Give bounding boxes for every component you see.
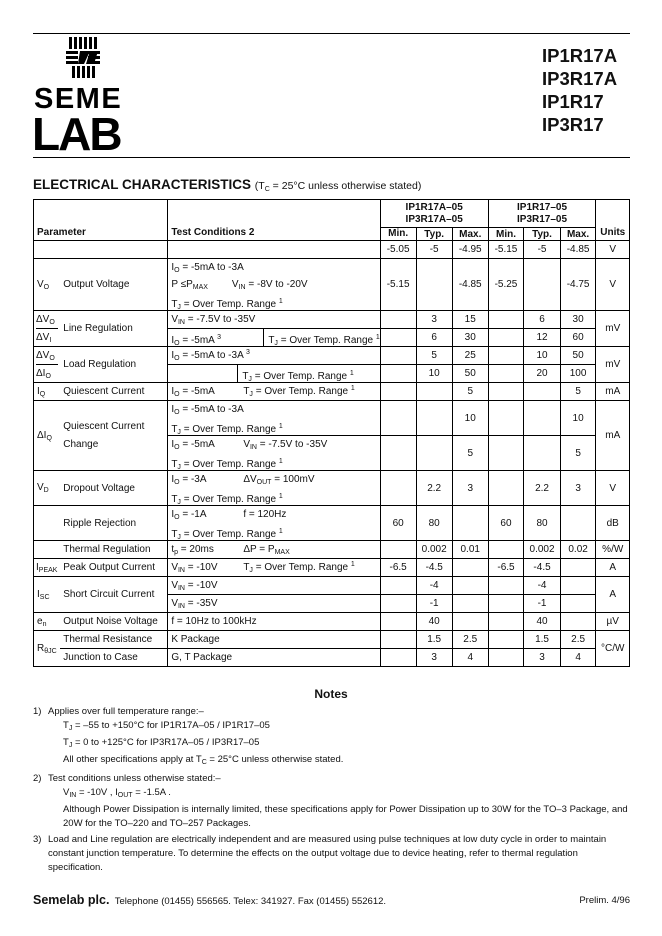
cell [488, 631, 524, 649]
cell: 50 [452, 365, 488, 383]
cell-unit: mV [596, 311, 630, 347]
cell [488, 311, 524, 329]
cell [380, 471, 416, 506]
cell [524, 259, 560, 311]
cell: 60 [560, 329, 596, 347]
header-group-b: IP1R17–05 IP3R17–05 [488, 200, 596, 228]
table-header-row [34, 200, 630, 228]
param-dropout-voltage: Dropout Voltage [60, 471, 168, 506]
part-number: IP3R17 [542, 114, 604, 135]
cell: 80 [416, 506, 452, 541]
section-title [33, 177, 421, 193]
cell [380, 311, 416, 329]
cell [488, 401, 524, 436]
part-number: IP1R17 [542, 91, 604, 112]
conditions-rth-a: K Package [168, 631, 380, 649]
symbol-vo: $V_O$ [34, 259, 61, 311]
table-row-short-circuit-current [34, 577, 630, 595]
cell [524, 436, 560, 471]
note-1: 1) Applies over full temperature range:– $T_J = -55$ to +150°C for IP1R17A–05 / IP1R17–05 $T_J = 0$ to +125°C for IP3R17A–05 / IP3R17–05 All other specifications apply at $T_C = 25^\circ C$ unless otherwise stated. [33, 706, 344, 766]
symbol-rth: $R_{\theta JC}$ [34, 631, 61, 667]
conditions-thermal-regulation: $t_p = 20ms$ $\Delta P = P_{MAX}$ [168, 541, 380, 559]
cell [380, 365, 416, 383]
cell [560, 595, 596, 613]
cell: 5 [452, 383, 488, 401]
header-min: Min. [380, 228, 416, 241]
conditions-diq-b: $I_O = -5mA$ $V_{IN} = -7.5V$ to -35V $T_J$ = Over Temp. Range $^1$ [168, 436, 380, 471]
cell: 12 [524, 329, 560, 347]
cell [380, 329, 416, 347]
cell: 100 [560, 365, 596, 383]
cell: -4.85 [452, 259, 488, 311]
top-rule [33, 33, 630, 34]
logo-seme-text: SEME [34, 83, 123, 115]
cell [380, 401, 416, 436]
cell [380, 541, 416, 559]
symbol-iq: $I_Q$ [34, 383, 61, 401]
conditions-line-b: $I_O = -5mA$ $^3$ $T_J$ = Over Temp. Range $^1$ [168, 329, 380, 347]
cell-unit: V [596, 241, 630, 259]
conditions-ipeak: $V_{IN} = -10V$ $T_J$ = Over Temp. Range $^1$ [168, 559, 380, 577]
cell-unit: %/W [596, 541, 630, 559]
table-row-dropout-voltage [34, 471, 630, 506]
header-test-conditions: Test Conditions 2 [168, 200, 380, 241]
cell: -5.25 [488, 259, 524, 311]
param-line-regulation: Line Regulation [60, 311, 168, 347]
cell: 15 [452, 311, 488, 329]
symbol-en: $e_n$ [34, 613, 61, 631]
cell: -4 [416, 577, 452, 595]
cell [488, 365, 524, 383]
note-2: 2) Test conditions unless otherwise stated:– $V_{IN} = -10V$ , $I_{OUT} = -1.5A$ . Although Power Dissipation is internally limited, these specifications apply for Power Dissipation up to 30W for the TO–3 Package, and 20W for the TO–220 and TO–257 Packages. [33, 773, 628, 829]
cell: 1.5 [416, 631, 452, 649]
cell [488, 649, 524, 667]
footer-company: Semelab plc. [33, 893, 110, 907]
table-row-quiescent-change [34, 401, 630, 436]
notes-list [33, 705, 633, 877]
cell-unit: V [596, 259, 630, 311]
table-row-quiescent-current [34, 383, 630, 401]
symbol-line-regulation: $\Delta V_O$ $\Delta V_I$ [34, 311, 61, 347]
symbol-delta-iq: $\Delta I_Q$ [34, 401, 61, 471]
cell [452, 613, 488, 631]
cell: -5.05 [380, 241, 416, 259]
cell: -1 [416, 595, 452, 613]
conditions-isc-a: $V_{IN} = -10V$ [168, 577, 380, 595]
cell: 20 [524, 365, 560, 383]
cell: 5 [560, 436, 596, 471]
cell [452, 595, 488, 613]
cell: -4.85 [560, 241, 596, 259]
cell-unit: A [596, 577, 630, 613]
logo-lab-text: LAB [32, 108, 121, 152]
cell: -4.5 [416, 559, 452, 577]
section-condition: ($T_C = 25^\circ C$ unless otherwise stated) [254, 180, 422, 193]
cell-unit: dB [596, 506, 630, 541]
cell [488, 471, 524, 506]
cell: 60 [380, 506, 416, 541]
cell [416, 401, 452, 436]
conditions-output-voltage: $I_O = -5mA$ to -3A $P \le P_{MAX}$ $V_{IN} = -8V$ to -20V $T_J$ = Over Temp. Range $^1$ [168, 259, 380, 311]
cell: 2.5 [560, 631, 596, 649]
table-row-output-noise [34, 613, 630, 631]
param-ripple-rejection: Ripple Rejection [60, 506, 168, 541]
cell: 30 [452, 329, 488, 347]
cell: 3 [416, 649, 452, 667]
cell-unit: °C/W [596, 631, 630, 667]
cell [380, 613, 416, 631]
cell: 4 [452, 649, 488, 667]
cell-unit: mV [596, 347, 630, 383]
param-peak-output-current: Peak Output Current [60, 559, 168, 577]
cell-unit: V [596, 471, 630, 506]
cell: -6.5 [380, 559, 416, 577]
header-rule [33, 157, 630, 158]
cell [560, 506, 596, 541]
table-row-peak-output-current [34, 559, 630, 577]
cell [560, 613, 596, 631]
param-junction-to-case: Junction to Case [60, 649, 168, 667]
electrical-characteristics-table [33, 199, 630, 667]
footer [33, 893, 386, 907]
section-title-text: ELECTRICAL CHARACTERISTICS [33, 177, 252, 192]
cell: -6.5 [488, 559, 524, 577]
header-min: Min. [488, 228, 524, 241]
cell [560, 559, 596, 577]
cell: 30 [560, 311, 596, 329]
conditions-ripple: $I_O = -1A$ f = 120Hz $T_J$ = Over Temp. Range $^1$ [168, 506, 380, 541]
conditions-load-b: $T_J$ = Over Temp. Range $^1$ [168, 365, 380, 383]
cell [488, 383, 524, 401]
param-short-circuit-current: Short Circuit Current [60, 577, 168, 613]
cell: -4 [524, 577, 560, 595]
cell: 10 [524, 347, 560, 365]
conditions-en: f = 10Hz to 100kHz [168, 613, 380, 631]
table-row-thermal-regulation [34, 541, 630, 559]
cell: 5 [452, 436, 488, 471]
cell: 3 [452, 471, 488, 506]
cell: 10 [416, 365, 452, 383]
symbol-load-regulation: $\Delta V_O$ $\Delta I_O$ [34, 347, 61, 383]
header-max: Max. [560, 228, 596, 241]
table-row-output-voltage [34, 259, 630, 311]
logo-mark-icon [66, 37, 100, 78]
cell: 40 [524, 613, 560, 631]
cell-unit: A [596, 559, 630, 577]
cell [452, 577, 488, 595]
header-units: Units [596, 200, 630, 241]
cell [380, 649, 416, 667]
cell [452, 559, 488, 577]
cell-unit: mA [596, 401, 630, 471]
footer-prelim: Prelim. 4/96 [579, 895, 630, 906]
cell: 5 [560, 383, 596, 401]
conditions-diq-a: $I_O = -5mA$ to -3A $T_J$ = Over Temp. Range $^1$ [168, 401, 380, 436]
cell-unit: mA [596, 383, 630, 401]
cell [488, 347, 524, 365]
header-max: Max. [452, 228, 488, 241]
param-thermal-regulation: Thermal Regulation [60, 541, 168, 559]
param-thermal-resistance: Thermal Resistance [60, 631, 168, 649]
param-output-noise: Output Noise Voltage [60, 613, 168, 631]
cell [560, 577, 596, 595]
table-row [34, 241, 630, 259]
cell: -5 [524, 241, 560, 259]
cell: 10 [452, 401, 488, 436]
cell: 1.5 [524, 631, 560, 649]
cell: 6 [416, 329, 452, 347]
cell-unit: µV [596, 613, 630, 631]
part-number: IP3R17A [542, 68, 618, 89]
cell: -5.15 [488, 241, 524, 259]
param-output-voltage: Output Voltage [60, 259, 168, 311]
conditions-iq: $I_O = -5mA$ $T_J$ = Over Temp. Range $^1$ [168, 383, 380, 401]
header-parameter: Parameter [34, 200, 168, 241]
cell [488, 329, 524, 347]
footer-contact: Telephone (01455) 556565. Telex: 341927. Fax (01455) 552612. [114, 896, 387, 907]
cell: 3 [416, 311, 452, 329]
part-number-list [542, 44, 632, 136]
table-row-thermal-resistance [34, 631, 630, 649]
table-row-thermal-resistance-b [34, 649, 630, 667]
cell [488, 436, 524, 471]
cell: 40 [416, 613, 452, 631]
cell [488, 613, 524, 631]
cell: 2.2 [416, 471, 452, 506]
param-quiescent-current: Quiescent Current [60, 383, 168, 401]
cell: 80 [524, 506, 560, 541]
cell: 3 [524, 649, 560, 667]
conditions-vd: $I_O = -3A$ $\Delta V_{OUT} = 100mV$ $T_J$ = Over Temp. Range $^1$ [168, 471, 380, 506]
cell: 2.2 [524, 471, 560, 506]
header-typ: Typ. [524, 228, 560, 241]
cell: -5.15 [380, 259, 416, 311]
table-row-ripple-rejection [34, 506, 630, 541]
cell [380, 436, 416, 471]
header-typ: Typ. [416, 228, 452, 241]
cell [488, 541, 524, 559]
cell: 10 [560, 401, 596, 436]
param-quiescent-change: Quiescent Current Change [60, 401, 168, 471]
conditions-line-a: $V_{IN} = -7.5V$ to -35V [168, 311, 380, 329]
cell: 0.02 [560, 541, 596, 559]
cell [416, 259, 452, 311]
cell [416, 436, 452, 471]
cell [488, 577, 524, 595]
notes-heading: Notes [314, 687, 348, 701]
cell [380, 595, 416, 613]
cell [452, 506, 488, 541]
cell [380, 347, 416, 365]
cell: 2.5 [452, 631, 488, 649]
cell [380, 631, 416, 649]
cell [380, 577, 416, 595]
param-load-regulation: Load Regulation [60, 347, 168, 383]
cell: -4.75 [560, 259, 596, 311]
cell [488, 595, 524, 613]
cell: 3 [560, 471, 596, 506]
part-number: IP1R17A [542, 45, 618, 66]
cell [524, 383, 560, 401]
cell: 0.01 [452, 541, 488, 559]
cell: 0.002 [524, 541, 560, 559]
cell: -4.95 [452, 241, 488, 259]
cell: -1 [524, 595, 560, 613]
symbol-vd: $V_D$ [34, 471, 61, 506]
cell [416, 383, 452, 401]
semelab-logo [32, 36, 150, 152]
symbol-isc: $I_{SC}$ [34, 577, 61, 613]
cell: -4.5 [524, 559, 560, 577]
conditions-rth-b: G, T Package [168, 649, 380, 667]
cell: 25 [452, 347, 488, 365]
conditions-isc-b: $V_{IN} = -35V$ [168, 595, 380, 613]
cell: -5 [416, 241, 452, 259]
cell: 50 [560, 347, 596, 365]
cell: 6 [524, 311, 560, 329]
header-group-a: IP1R17A–05 IP3R17A–05 [380, 200, 488, 228]
table-row-line-regulation [34, 311, 630, 329]
cell: 5 [416, 347, 452, 365]
cell: 0.002 [416, 541, 452, 559]
cell [524, 401, 560, 436]
table-row-load-regulation [34, 347, 630, 365]
symbol-ipeak: $I_{PEAK}$ [34, 559, 61, 577]
note-3: 3) Load and Line regulation are electrically independent and are measured using pulse techniques at low duty cycle in order to maintain constant junction temperature. To determine the effects on the output voltage due to device heating, refer to thermal regulation specification. [33, 834, 607, 873]
conditions-load-a: $I_O = -5mA$ to -3A $^3$ [168, 347, 380, 365]
cell [380, 383, 416, 401]
cell: 60 [488, 506, 524, 541]
cell: 4 [560, 649, 596, 667]
